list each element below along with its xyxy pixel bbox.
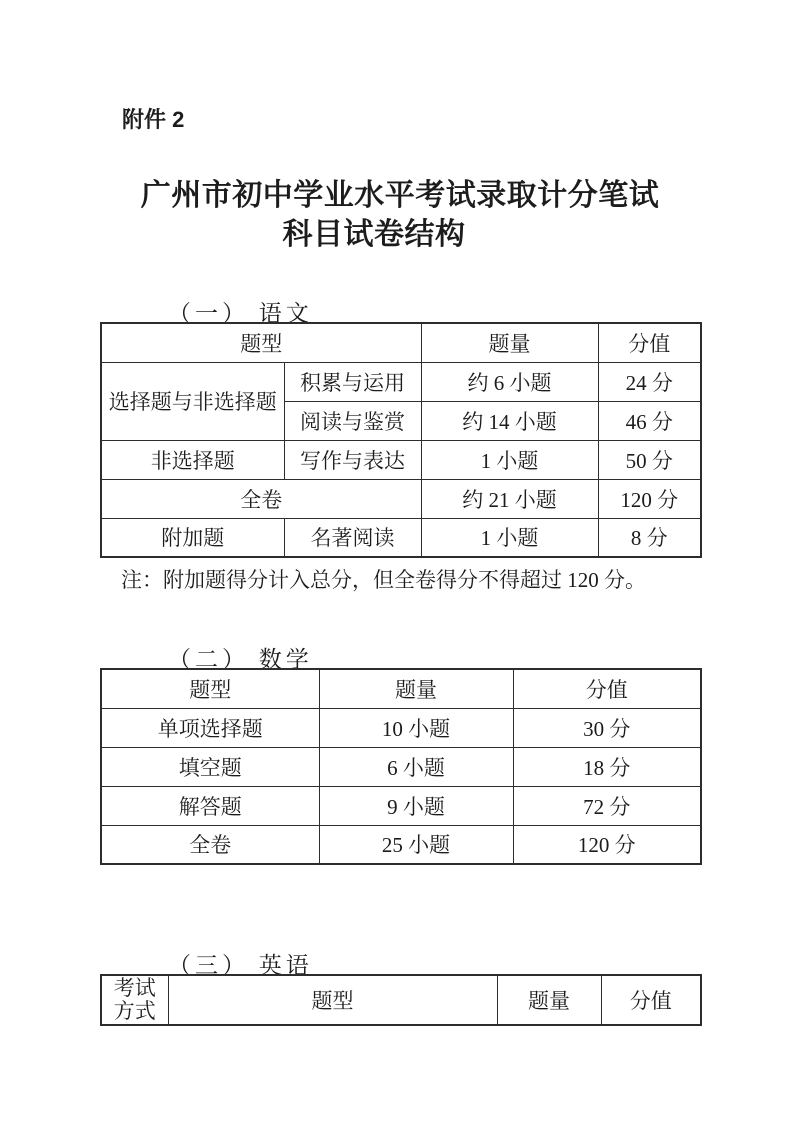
header-cell-quantity: 题量 — [497, 975, 601, 1025]
table-row — [101, 786, 701, 825]
header-cell-score: 分值 — [598, 323, 701, 362]
table-row — [101, 747, 701, 786]
table-cell: 名著阅读 — [284, 518, 421, 557]
table-cell: 8 分 — [598, 518, 701, 557]
header-cell-quantity: 题量 — [421, 323, 598, 362]
table-row — [101, 708, 701, 747]
header-cell-score: 分值 — [513, 669, 701, 708]
table-row — [101, 362, 701, 401]
table-cell: 单项选择题 — [101, 708, 319, 747]
table-cell: 72 分 — [513, 786, 701, 825]
table-cell: 1 小题 — [421, 518, 598, 557]
section-heading-english: （三） 英语 — [168, 953, 313, 978]
table-cell: 25 小题 — [319, 825, 513, 864]
table-cell: 10 小题 — [319, 708, 513, 747]
table-cell: 写作与表达 — [284, 440, 421, 479]
table-cell: 120 分 — [598, 479, 701, 518]
exam-mode-line2: 方式 — [113, 999, 156, 1023]
chinese-table-note: 注：附加题得分计入总分，但全卷得分不得超过 120 分。 — [121, 568, 646, 592]
doc-title-line1: 广州市初中学业水平考试录取计分笔试 — [140, 179, 660, 212]
table-header-row — [101, 669, 701, 708]
table-cell: 30 分 — [513, 708, 701, 747]
english-exam-table — [100, 974, 702, 1026]
attachment-label: 附件 2 — [122, 107, 185, 132]
table-row — [101, 518, 701, 557]
table-cell: 阅读与鉴赏 — [284, 401, 421, 440]
table-header-row — [101, 975, 701, 1025]
table-cell: 非选择题 — [101, 440, 284, 479]
table-cell: 附加题 — [101, 518, 284, 557]
exam-mode-line1: 考试 — [113, 975, 156, 1000]
table-cell: 约 21 小题 — [421, 479, 598, 518]
table-cell: 解答题 — [101, 786, 319, 825]
math-exam-table — [100, 668, 702, 865]
table-cell: 24 分 — [598, 362, 701, 401]
header-cell-quantity: 题量 — [319, 669, 513, 708]
section-heading-chinese: （一） 语文 — [168, 301, 313, 326]
header-cell-score: 分值 — [601, 975, 701, 1025]
table-cell: 全卷 — [101, 479, 421, 518]
header-cell-type: 题型 — [101, 669, 319, 708]
section-heading-math: （二） 数学 — [168, 647, 313, 672]
table-cell: 全卷 — [101, 825, 319, 864]
table-cell: 约 6 小题 — [421, 362, 598, 401]
header-cell-exam-mode — [101, 975, 168, 1025]
table-cell: 9 小题 — [319, 786, 513, 825]
table-cell: 6 小题 — [319, 747, 513, 786]
table-cell: 46 分 — [598, 401, 701, 440]
table-cell: 120 分 — [513, 825, 701, 864]
table-cell: 1 小题 — [421, 440, 598, 479]
header-cell-type: 题型 — [168, 975, 497, 1025]
chinese-exam-table — [100, 322, 702, 558]
table-header-row — [101, 323, 701, 362]
table-row — [101, 440, 701, 479]
doc-title-line2: 科目试卷结构 — [282, 218, 466, 251]
table-cell: 18 分 — [513, 747, 701, 786]
table-cell: 约 14 小题 — [421, 401, 598, 440]
table-cell: 选择题与非选择题 — [101, 362, 284, 440]
table-cell: 填空题 — [101, 747, 319, 786]
table-row — [101, 479, 701, 518]
header-cell-type: 题型 — [101, 323, 421, 362]
table-cell: 50 分 — [598, 440, 701, 479]
table-cell: 积累与运用 — [284, 362, 421, 401]
table-row — [101, 825, 701, 864]
